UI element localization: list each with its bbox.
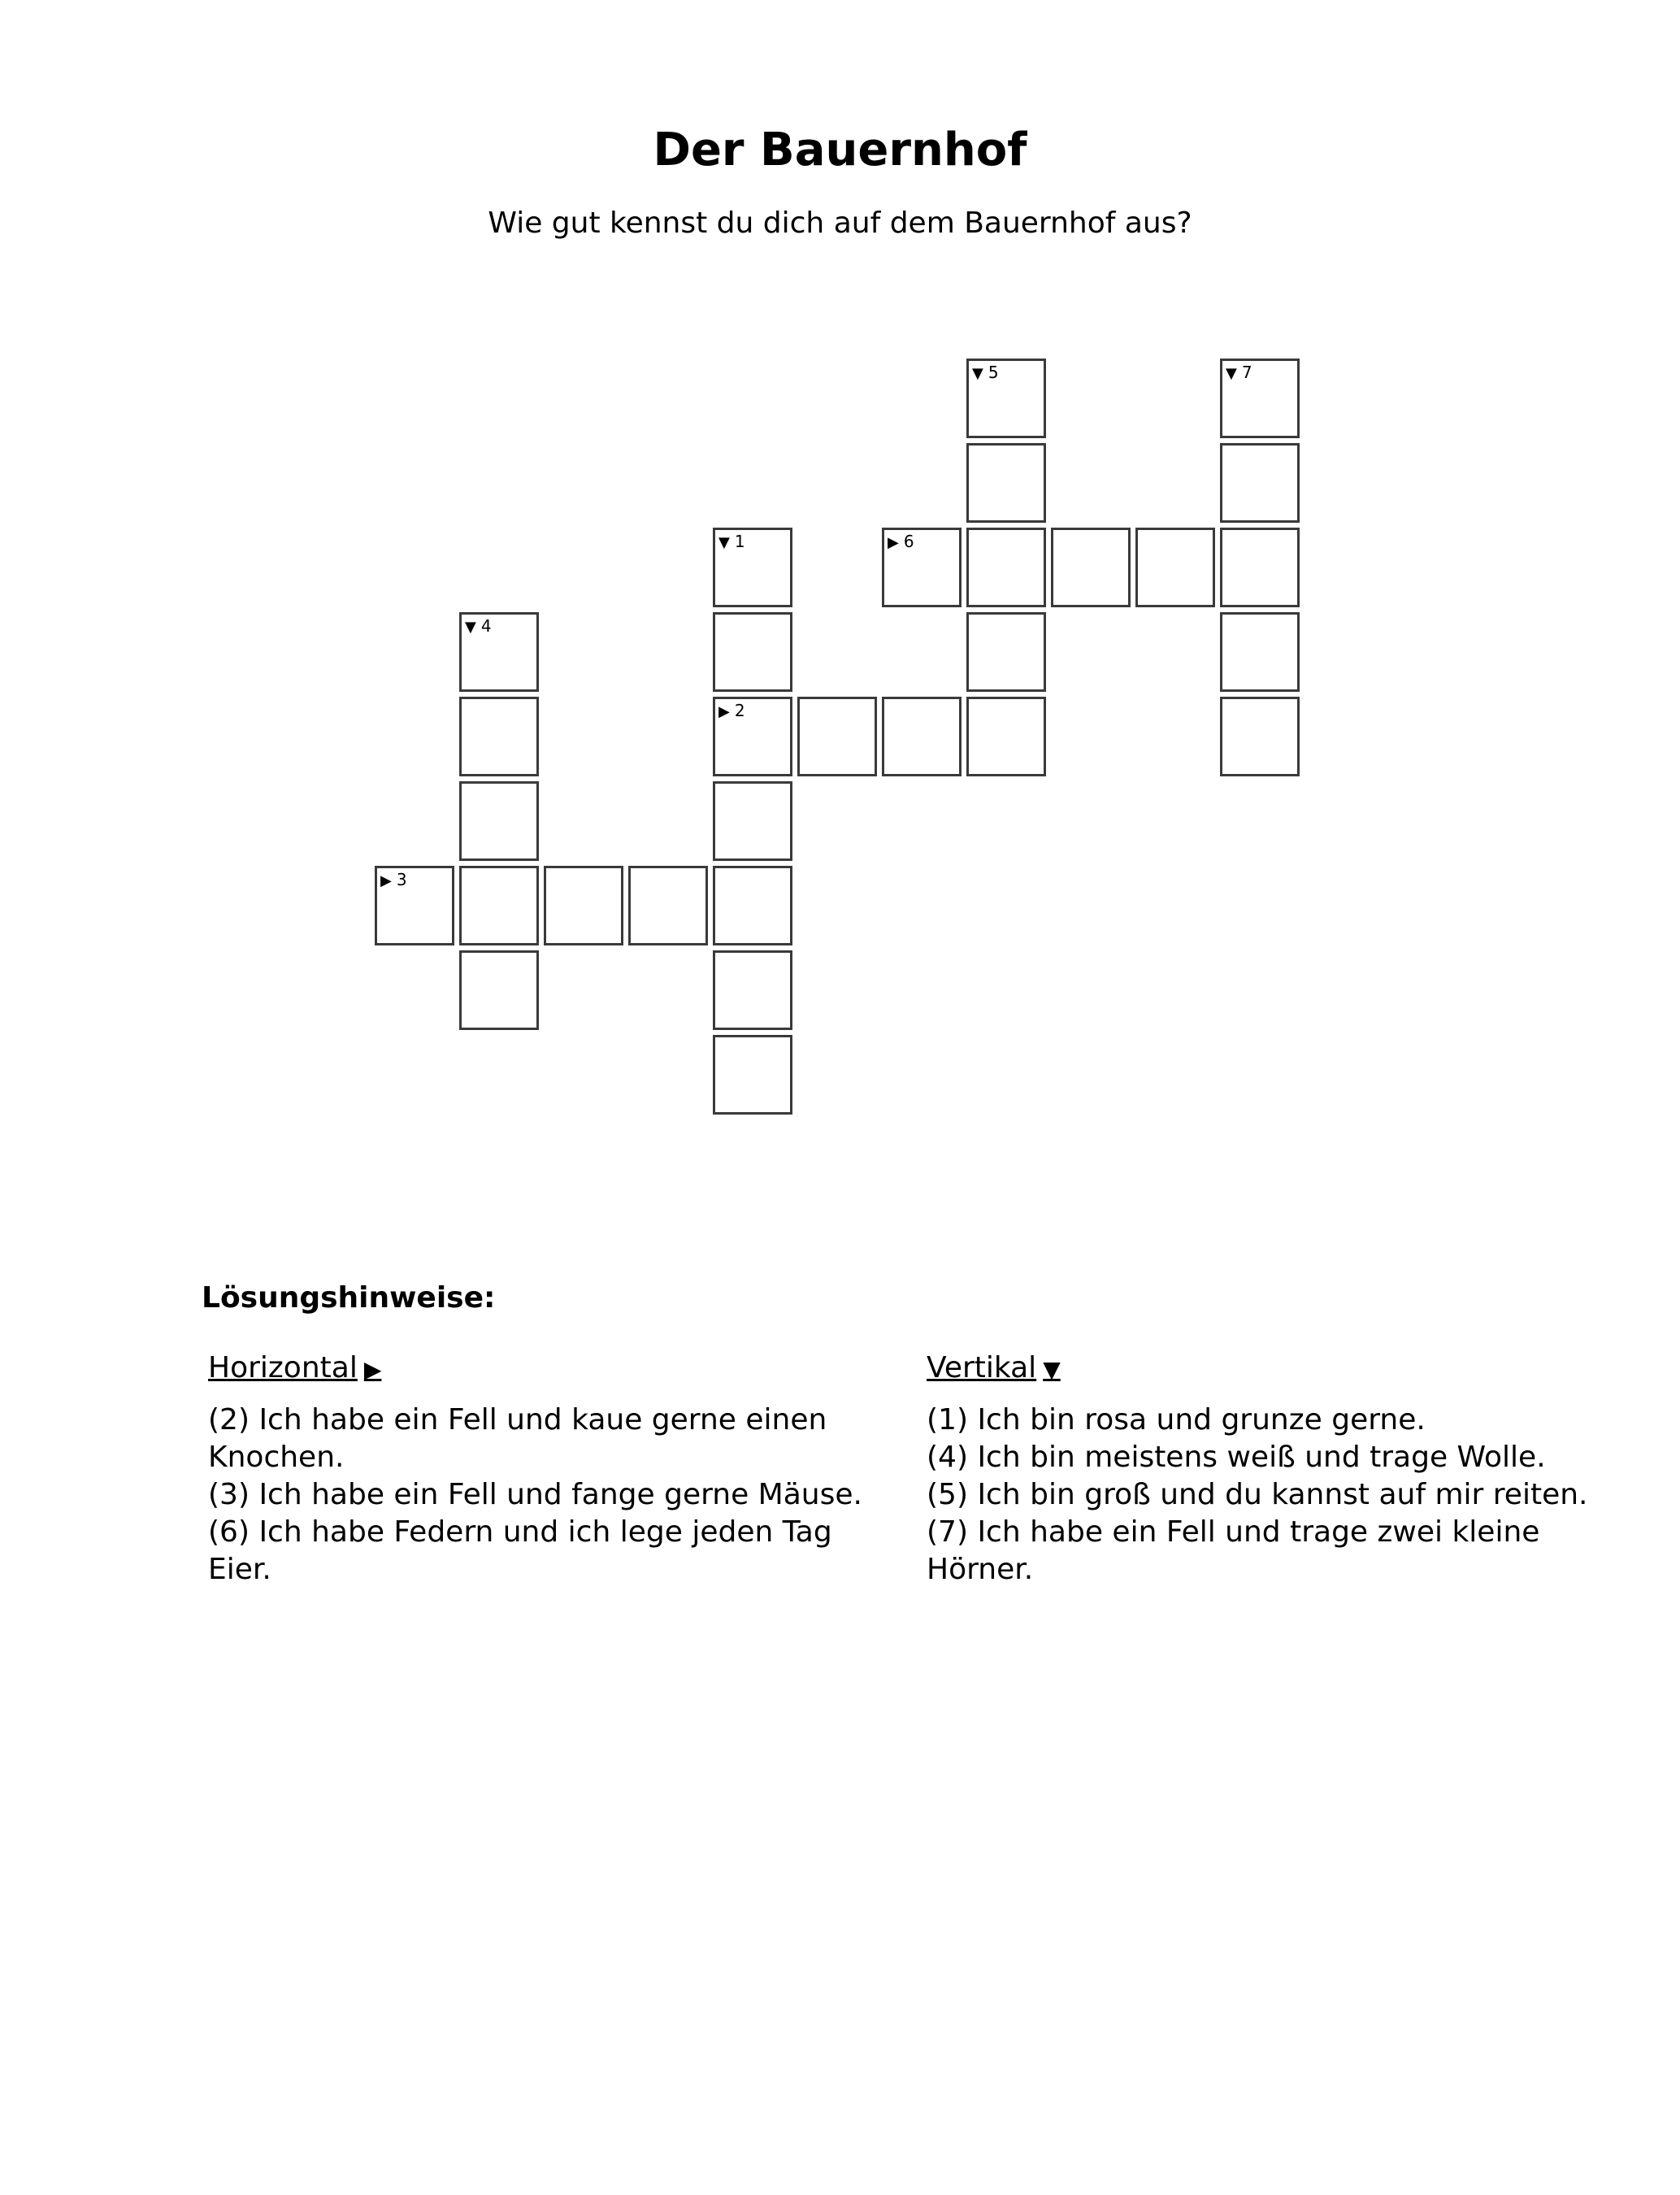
crossword-cell[interactable] — [459, 950, 539, 1030]
crossword-cell[interactable] — [882, 697, 962, 776]
horizontal-header — [208, 1350, 891, 1389]
clue-number-marker — [972, 363, 999, 383]
arrow-down-icon: ▼ — [465, 619, 476, 636]
horizontal-label: Horizontal — [208, 1351, 358, 1384]
crossword-cell[interactable] — [966, 528, 1046, 607]
crossword-cell[interactable] — [966, 443, 1046, 523]
crossword-cell[interactable] — [713, 950, 792, 1030]
crossword-cell[interactable] — [459, 697, 539, 776]
arrow-down-icon: ▼ — [1226, 365, 1237, 382]
clue-item: (5) Ich bin groß und du kannst auf mir reiten. — [927, 1478, 1588, 1511]
clue-item: (2) Ich habe ein Fell und kaue gerne einen Knochen. — [208, 1403, 827, 1474]
crossword-cell[interactable] — [459, 866, 539, 945]
crossword-cell[interactable] — [459, 781, 539, 861]
crossword-cell[interactable] — [1220, 697, 1300, 776]
arrow-right-icon: ▶ — [363, 1356, 382, 1383]
arrow-down-icon: ▼ — [718, 534, 730, 551]
crossword-cell[interactable] — [713, 612, 792, 692]
clue-number: 1 — [734, 532, 745, 551]
crossword-cell[interactable] — [882, 528, 962, 607]
crossword-cell[interactable] — [1220, 528, 1300, 607]
crossword-cell[interactable] — [713, 866, 792, 945]
vertical-clues — [927, 1350, 1609, 1589]
clue-item: (1) Ich bin rosa und grunze gerne. — [927, 1403, 1426, 1437]
clue-number-marker — [1226, 363, 1252, 383]
crossword-cell[interactable] — [713, 781, 792, 861]
crossword-cell[interactable] — [1220, 612, 1300, 692]
crossword-cell[interactable] — [966, 359, 1046, 438]
crossword-cell[interactable] — [966, 697, 1046, 776]
clue-number-marker — [380, 871, 407, 890]
clue-item: (7) Ich habe ein Fell und trage zwei kleine Hörner. — [927, 1515, 1540, 1586]
crossword-cell[interactable] — [1220, 359, 1300, 438]
arrow-right-icon: ▶ — [888, 534, 899, 551]
arrow-right-icon: ▶ — [380, 872, 392, 889]
crossword-cell[interactable] — [544, 866, 623, 945]
clue-number: 6 — [903, 532, 914, 551]
arrow-right-icon: ▶ — [718, 703, 730, 720]
crossword-cell[interactable] — [797, 697, 877, 776]
crossword-cell[interactable] — [1051, 528, 1131, 607]
crossword-cell[interactable] — [713, 1035, 792, 1115]
clue-number-marker — [465, 617, 492, 637]
arrow-down-icon: ▼ — [1043, 1356, 1061, 1383]
clue-number: 3 — [396, 870, 407, 889]
vertical-header — [927, 1350, 1609, 1389]
crossword-cell[interactable] — [459, 612, 539, 692]
crossword-cell[interactable] — [1135, 528, 1215, 607]
hints-heading: Lösungshinweise: — [202, 1281, 496, 1315]
horizontal-clues — [208, 1350, 891, 1589]
clue-item: (3) Ich habe ein Fell und fange gerne Mäuse. — [208, 1478, 862, 1511]
crossword-cell[interactable] — [713, 697, 792, 776]
clue-number-marker — [888, 532, 914, 552]
clue-item: (4) Ich bin meistens weiß und trage Wolle. — [927, 1441, 1546, 1474]
clue-item: (6) Ich habe Federn und ich lege jeden Tag Eier. — [208, 1515, 832, 1586]
vertical-label: Vertikal — [927, 1351, 1037, 1384]
clue-number: 5 — [988, 363, 999, 382]
crossword-cell[interactable] — [628, 866, 708, 945]
arrow-down-icon: ▼ — [972, 365, 983, 382]
crossword-cell[interactable] — [375, 866, 454, 945]
clue-number: 7 — [1241, 363, 1252, 382]
crossword-cell[interactable] — [966, 612, 1046, 692]
crossword-cell[interactable] — [1220, 443, 1300, 523]
page-title: Der Bauernhof — [653, 124, 1027, 176]
crossword-cell[interactable] — [713, 528, 792, 607]
clue-number: 2 — [734, 701, 745, 720]
clue-number-marker — [718, 532, 745, 552]
clue-number-marker — [718, 702, 745, 721]
clue-number: 4 — [480, 616, 492, 636]
page-subtitle: Wie gut kennst du dich auf dem Bauernhof aus? — [488, 206, 1192, 240]
